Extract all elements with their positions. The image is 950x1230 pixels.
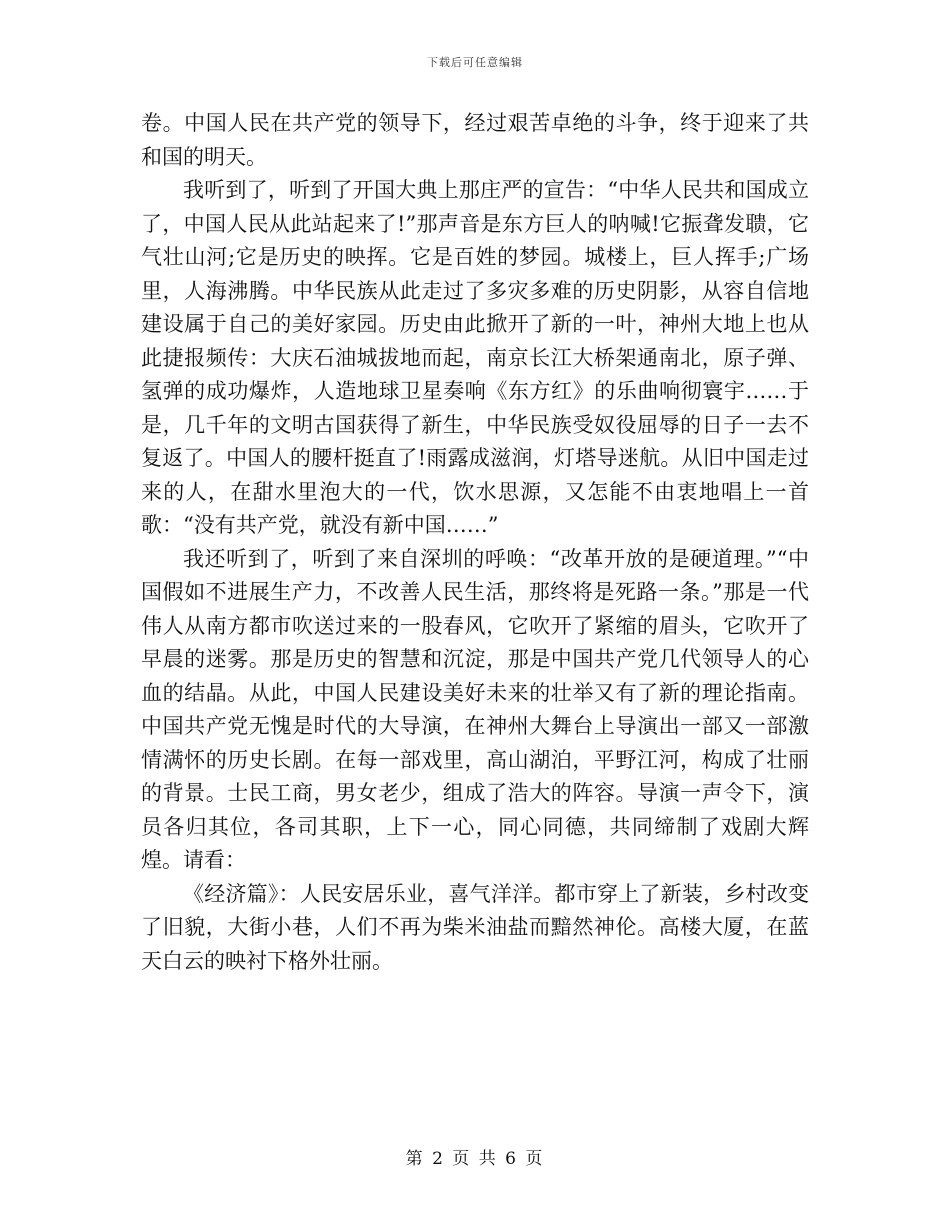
paragraph-economy: 《经济篇》：人民安居乐业，喜气洋洋。都市穿上了新装，乡村改变了旧貌，大街小巷，人们不再为柴米油盐而黯然神伦。高楼大厦，在蓝天白云的映衬下格外壮丽。 [141,881,809,973]
header-note: 下载后可任意编辑 [427,56,523,69]
paragraph-founding-ceremony: 我听到了，听到了开国大典上那庄严的宣告：“中华人民共和国成立了，中国人民从此站起来了!”那声音是东方巨人的呐喊!它振聋发聩，它气壮山河;它是历史的映挥。它是百姓的梦园。城楼上，巨人挥手;广场里，人海沸腾。中华民族从此走过了多灾多难的历史阴影，从容自信地建设属于自己的美好家园。历史由此掀开了新的一叶，神州大地上也从此捷报频传：大庆石油城拔地而起，南京长江大桥架通南北，原子弹、氢弹的成功爆炸，人造地球卫星奏响《东方红》的乐曲响彻寰宇……于是，几千年的文明古国获得了新生，中华民族受奴役屈辱的日子一去不复返了。中国人的腰杆挺直了!雨露成滋润，灯塔导迷航。从旧中国走过来的人，在甜水里泡大的一代，饮水思源，又怎能不由衷地唱上一首歌：“没有共产党，就没有新中国……” [141,178,809,537]
paragraph-reform-opening: 我还听到了，听到了来自深圳的呼唤：“改革开放的是硬道理。”“中国假如不进展生产力，不改善人民生活，那终将是死路一条。”那是一代伟人从南方都市吹送过来的一股春风，它吹开了紧缩的眉头，它吹开了早晨的迷雾。那是历史的智慧和沉淀，那是中国共产党几代领导人的心血的结晶。从此，中国人民建设美好未来的壮举又有了新的理论指南。中国共产党无愧是时代的大导演，在神州大舞台上导演出一部又一部激情满怀的历史长剧。在每一部戏里，高山湖泊，平野江河，构成了壮丽的背景。士民工商，男女老少，组成了浩大的阵容。导演一声令下，演员各归其位，各司其职，上下一心，同心同德，共同缔制了戏剧大辉煌。请看： [141,546,809,872]
page-number: 第 2 页 共 6 页 [405,1149,545,1169]
paragraph-continuation: 卷。中国人民在共产党的领导下，经过艰苦卓绝的斗争，终于迎来了共和国的明天。 [141,111,809,169]
body-text [141,107,809,978]
